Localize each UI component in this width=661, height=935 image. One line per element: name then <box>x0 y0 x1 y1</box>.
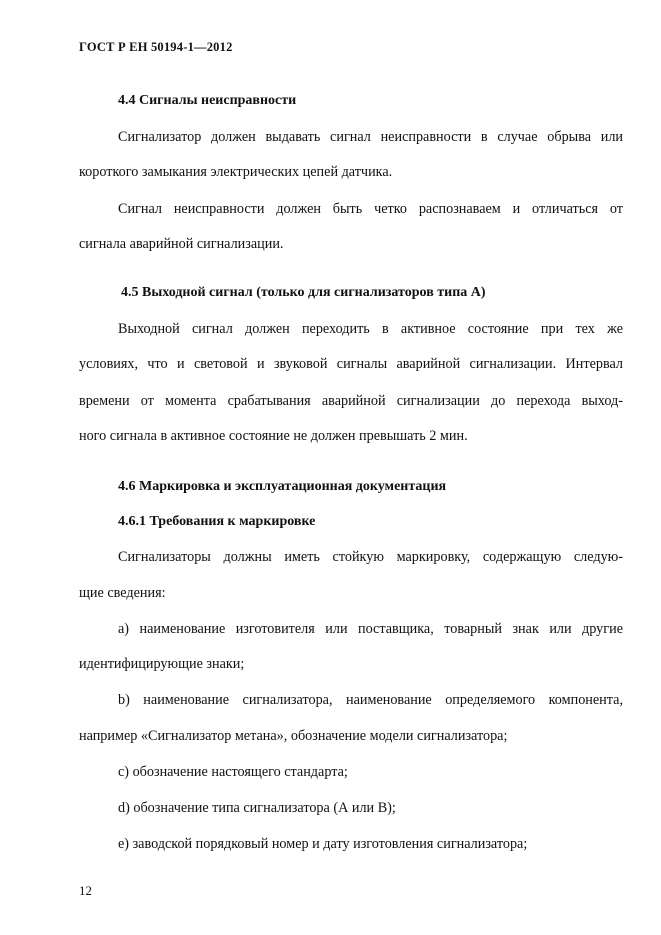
page-number: 12 <box>79 883 92 898</box>
section-4-5-line3: времени от момента срабатывания аварийной сигнализации до перехода выход- <box>79 393 623 409</box>
list-item-b-line2: например «Сигнализатор метана», обозначение модели сигнализатора; <box>79 728 508 744</box>
list-item-b-line1: b) наименование сигнализатора, наименование определяемого компонента, <box>118 692 623 708</box>
section-4-6-1-title: 4.6.1 Требования к маркировке <box>118 514 316 529</box>
section-4-6-intro-line2: щие сведения: <box>79 585 166 601</box>
section-4-5-line1: Выходной сигнал должен переходить в активное состояние при тех же <box>118 321 623 337</box>
section-4-4-title: 4.4 Сигналы неисправности <box>118 93 297 108</box>
list-item-a-line2: идентифицирующие знаки; <box>79 656 245 672</box>
section-4-5-line4: ного сигнала в активное состояние не должен превышать 2 мин. <box>79 428 468 444</box>
section-4-4-p2-line2: сигнала аварийной сигнализации. <box>79 236 284 252</box>
list-item-c: с) обозначение настоящего стандарта; <box>118 764 348 780</box>
section-4-6-title: 4.6 Маркировка и эксплуатационная документация <box>118 479 447 494</box>
section-4-4-p1-line2: короткого замыкания электрических цепей датчика. <box>79 164 393 180</box>
section-4-4-p1-line1: Сигнализатор должен выдавать сигнал неисправности в случае обрыва или <box>118 129 623 145</box>
standard-header: ГОСТ Р ЕН 50194-1—2012 <box>79 40 233 54</box>
list-item-e: е) заводской порядковый номер и дату изготовления сигнализатора; <box>118 836 528 852</box>
list-item-d: d) обозначение типа сигнализатора (А или В); <box>118 800 396 816</box>
section-4-6-intro-line1: Сигнализаторы должны иметь стойкую маркировку, содержащую следую- <box>118 549 623 565</box>
list-item-a-line1: а) наименование изготовителя или поставщика, товарный знак или другие <box>118 621 623 637</box>
section-4-4-p2-line1: Сигнал неисправности должен быть четко распознаваем и отличаться от <box>118 201 623 217</box>
section-4-5-title: 4.5 Выходной сигнал (только для сигнализаторов типа А) <box>121 285 486 300</box>
section-4-5-line2: условиях, что и световой и звуковой сигналы аварийной сигнализации. Интервал <box>79 356 623 372</box>
